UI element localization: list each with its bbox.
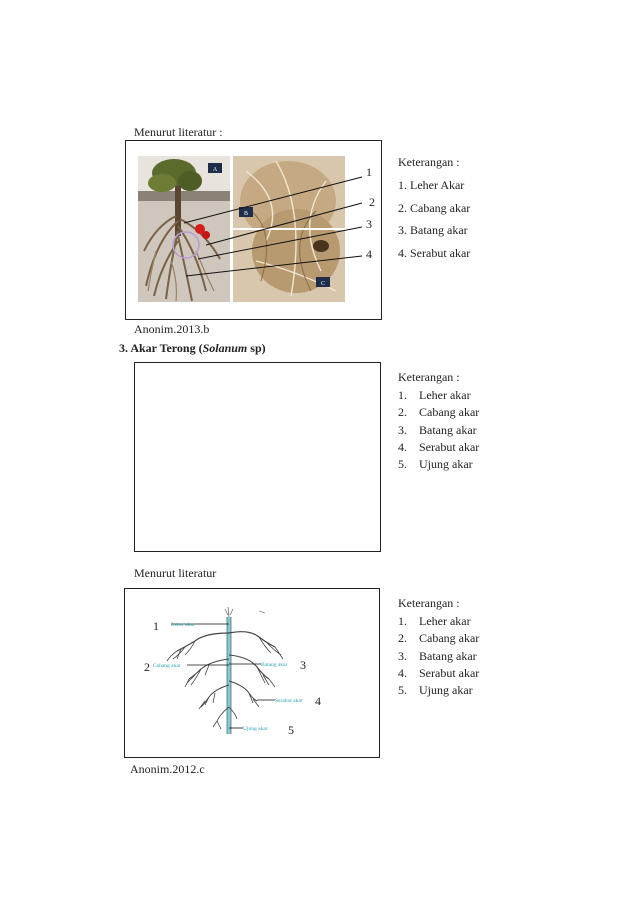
legend-title: Keterangan : [398,155,460,169]
section-heading [119,341,266,355]
literature-label-top: Menurut literatur : [134,125,223,139]
heading-suffix: sp) [247,341,266,355]
diagram-number-5: 5 [288,723,294,737]
legend-section3 [398,370,498,473]
diagram-frame [124,588,380,758]
legend-item: 4. Serabut akar [398,439,480,454]
callout-number-1: 1 [366,165,372,179]
heading-italic: Solanum [202,341,248,355]
legend-item: 3. Batang akar [398,648,477,663]
diagram-label-cabang: Cabang akar [153,663,181,669]
diagram-number-1: 1 [153,619,159,633]
legend-item: 2. Cabang akar [398,631,480,646]
empty-photo-box [134,362,381,552]
diagram-label-batang: Batang akar [261,662,288,668]
photo-tag-a: A [212,167,218,173]
diagram-label-leher: Leher akar [171,622,195,628]
photo-frame-top [125,140,382,320]
legend-item: 1. Leher Akar [398,178,465,192]
legend-item: 1. Leher akar [398,388,471,402]
legend-title: Keterangan : [398,596,460,610]
caption-bottom: Anonim.2012.c [130,762,205,776]
diagram-label-serabut: Serabut akar [275,698,303,704]
legend-literature [398,596,498,699]
legend-item: 2. Cabang akar [398,405,480,420]
legend-item: 3. Batang akar [398,223,468,237]
legend-item: 4. Serabut akar [398,246,471,260]
root-diagram [125,589,379,757]
legend-item: 5. Ujung akar [398,457,473,472]
literature-label-bottom: Menurut literatur [134,566,217,580]
callout-number-2: 2 [369,195,375,209]
legend-item: 2. Cabang akar [398,201,471,215]
root-photo [126,141,381,319]
callout-number-4: 4 [366,247,372,261]
legend-item: 4. Serabut akar [398,665,480,680]
legend-item: 3. Batang akar [398,422,477,437]
legend-item: 1. Leher akar [398,614,471,628]
diagram-number-4: 4 [315,694,321,708]
legend-top [398,155,470,260]
heading-prefix: 3. Akar Terong ( [119,341,203,355]
legend-title: Keterangan : [398,370,460,384]
callout-number-3: 3 [366,217,372,231]
diagram-number-3: 3 [300,658,306,672]
photo-tag-c: C [320,281,326,287]
photo-tag-b: B [243,211,249,217]
caption-top: Anonim.2013.b [134,322,210,336]
diagram-label-ujung: Ujung akar [243,726,268,732]
diagram-number-2: 2 [144,660,150,674]
legend-item: 5. Ujung akar [398,683,473,698]
